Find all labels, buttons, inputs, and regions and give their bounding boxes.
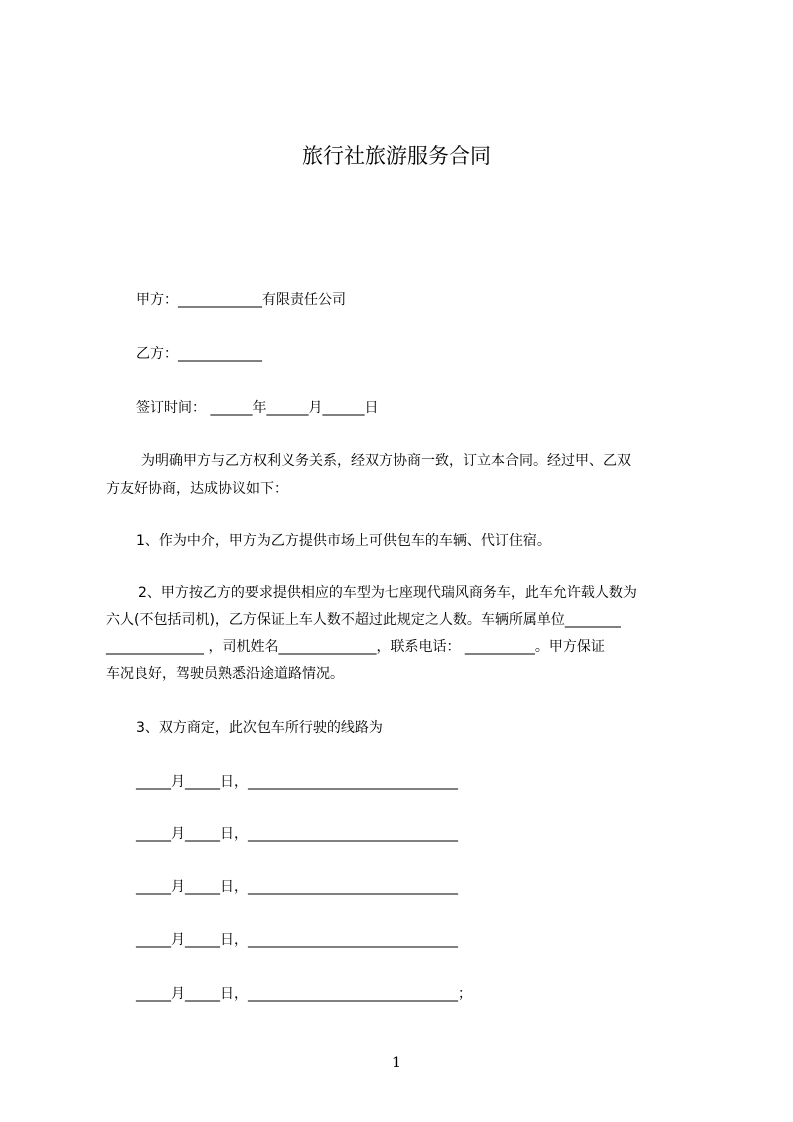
route-line: _____月_____日，______________________________ [136,932,458,948]
party-b-line: 乙方：____________ [136,346,262,362]
clause-2-line-4: 车况良好，驾驶员熟悉沿途道路情况。 [106,666,344,682]
route-line: _____月_____日，______________________________ [136,774,458,790]
party-a-line: 甲方：____________有限责任公司 [136,292,346,308]
clause-3: 3、双方商定，此次包车所行驶的线路为 [136,720,383,736]
clause-2-line-1: 2、甲方按乙方的要求提供相应的车型为七座现代瑞风商务车，此车允许载人数为 [138,585,637,601]
document-title: 旅行社旅游服务合同 [302,144,491,168]
clause-2-line-3: ______________ ，司机姓名______________，联系电话： __________。甲方保证 [106,639,605,655]
intro-line-2: 方友好协商，达成协议如下： [106,481,288,497]
route-line: _____月_____日，______________________________； [136,986,472,1002]
clause-2-line-2: 六人(不包括司机)，乙方保证上车人数不超过此规定之人数。车辆所属单位________ [106,612,621,628]
clause-1: 1、作为中介，甲方为乙方提供市场上可供包车的车辆、代订住宿。 [136,533,551,549]
page-number: 1 [392,1055,401,1071]
route-line: _____月_____日，______________________________ [136,826,458,842]
sign-date-line: 签订时间： ______年______月______日 [136,400,379,416]
route-line: _____月_____日，______________________________ [136,879,458,895]
intro-line-1: 为明确甲方与乙方权利义务关系，经双方协商一致，订立本合同。经过甲、乙双 [141,453,631,469]
